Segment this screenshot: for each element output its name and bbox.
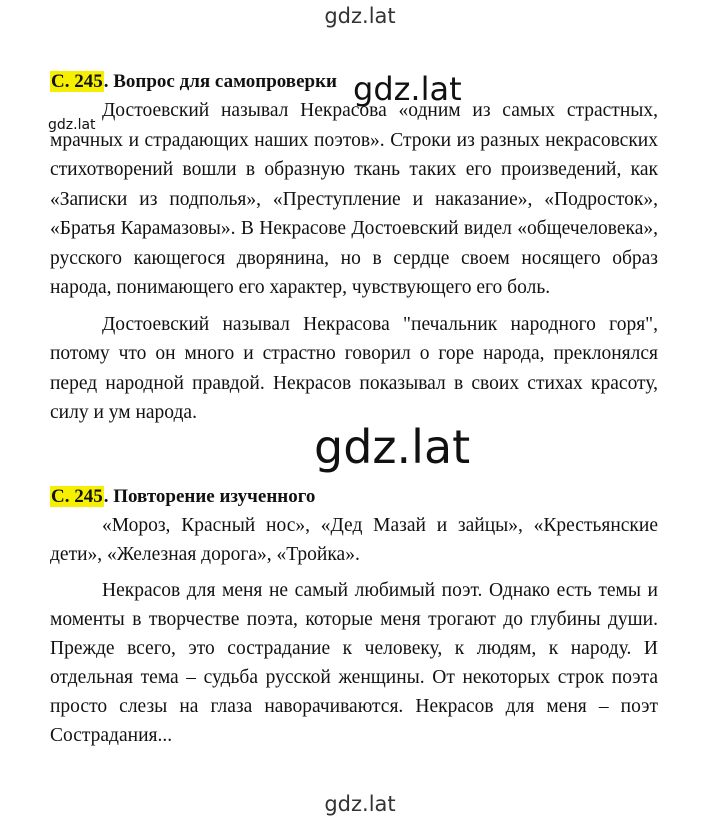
paragraph: «Мороз, Красный нос», «Дед Мазай и зайцы», «Крестьянские дети», «Железная дорога», «Тройка».	[50, 515, 658, 565]
watermark-middle: gdz.lat	[314, 420, 471, 474]
watermark-top: gdz.lat	[324, 4, 396, 28]
watermark-small: gdz.lat	[48, 117, 96, 133]
page-reference: С. 245	[51, 486, 103, 507]
paragraph: Достоевский называл Некрасова "печальник народного горя", потому что он много и страстно говорил о горе народа, преклонялся перед народной правдой. Некрасов показывал в своих стихах красоту, силу и ум народа.	[50, 313, 658, 423]
section-title: . Вопрос для самопроверки	[103, 71, 337, 92]
paragraph: Достоевский называл Некрасова «одним из самых страстных, мрачных и страдающих наших поэтов». Строки из разных некрасовских стихотворений вошли в образную ткань таких его произведений, как «Записки из подполья», «Преступление и наказание», «Подросток», «Братья Карамазовы». В Некрасове Достоевский видел «общечеловека», русского кающегося дворянина, но в сердце своем носящего образ народа, понимающего его характер, чувствующего его боль.	[50, 100, 658, 298]
section-review	[50, 483, 658, 757]
watermark-bottom: gdz.lat	[324, 792, 396, 816]
section-title: . Повторение изученного	[103, 486, 316, 507]
section-self-check	[50, 68, 658, 435]
section-heading	[50, 483, 658, 511]
page-reference: С. 245	[51, 71, 103, 92]
watermark-heading: gdz.lat	[353, 70, 462, 108]
paragraph: Некрасов для меня не самый любимый поэт. Однако есть темы и моменты в творчестве поэта, которые меня трогают до глубины души. Прежде всего, это сострадание к человеку, к людям, к народу. И отдельная тема – судьба русской женщины. От некоторых строк поэта просто слезы на глаза наворачиваются. Некрасов для меня – поэт Сострадания...	[50, 580, 658, 746]
